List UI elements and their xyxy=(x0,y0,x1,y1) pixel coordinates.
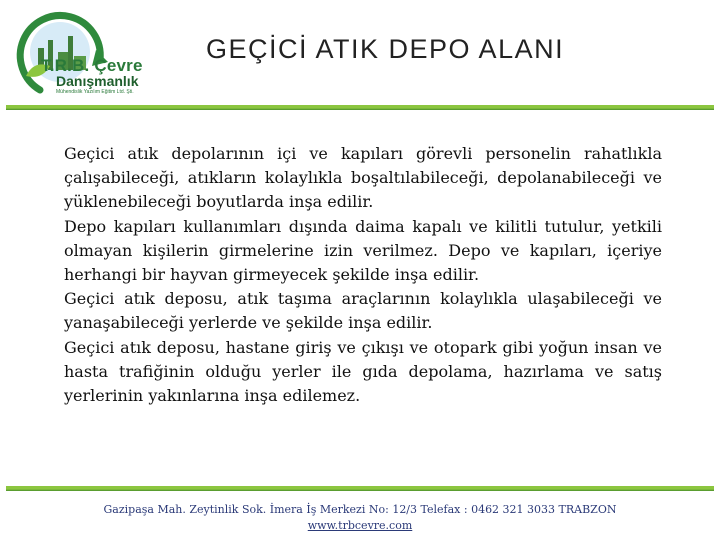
logo-tagline: Mühendislik Yazılım Eğitim Ltd. Şti. xyxy=(56,89,134,95)
logo-sub-text: Danışmanlık xyxy=(56,73,139,89)
paragraph-3: Geçici atık deposu, atık taşıma araçlarının kolaylıkla ulaşabileceği ve yanaşabileceği yerlerde ve şekilde inşa edilir. xyxy=(64,289,662,333)
footer-website-link[interactable]: www.trbcevre.com xyxy=(307,519,413,532)
paragraph-2: Depo kapıları kullanımları dışında daima kapalı ve kilitli tutulur, yetkili olmayan kişilerin girmelerine izin verilmez. Depo ve kapıları, içeriye herhangi bir hayvan girmeyecek şekilde inşa edilir. xyxy=(64,216,662,285)
company-logo xyxy=(4,4,164,104)
paragraph-1: Geçici atık depolarının içi ve kapıları görevli personelin rahatlıkla çalışabileceği, atıkların kolaylıkla boşaltılabileceği, depolanabileceği ve yüklenebileceği boyutlarda inşa edilir. xyxy=(64,144,662,212)
page-title: GEÇİCİ ATIK DEPO ALANI xyxy=(206,34,565,64)
logo-brand-text: T.R.B. Çevre xyxy=(41,56,143,75)
body-text xyxy=(64,142,662,408)
footer-divider xyxy=(6,486,714,491)
footer-address: Gazipaşa Mah. Zeytinlik Sok. İmera İş Merkezi No: 12/3 Telefax : 0462 321 3033 TRABZON xyxy=(103,503,617,516)
header-divider xyxy=(6,105,714,110)
paragraph-4: Geçici atık deposu, hastane giriş ve çıkışı ve otopark gibi yoğun insan ve hasta trafiğinin olduğu yerler ile gıda depolama, hazırlama ve satış yerlerinin yakınlarına inşa edilemez. xyxy=(64,337,662,406)
